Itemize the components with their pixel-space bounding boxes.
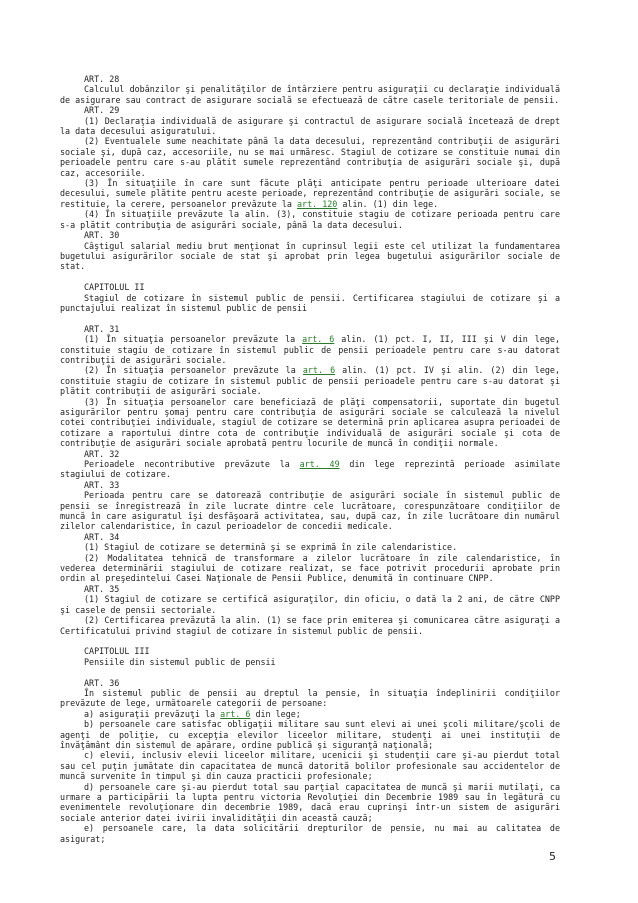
paragraph [60, 209, 560, 230]
paragraph-text: alin. (1) din lege. [337, 198, 439, 209]
paragraph [60, 105, 560, 115]
paragraph-text: (3) În situaţiile în care sunt făcute plăţi anticipate pentru perioade ulterioare datei decesului, sumele plătite pentru aceste perioade, reprezentând contribuţie de asigurări sociale, se restituie, la cerere, persoanelor prevăzute la [60, 178, 560, 209]
paragraph [60, 542, 560, 552]
paragraph-text: ART. 36 [84, 677, 120, 688]
paragraph-text: (3) În situaţia persoanelor care beneficiază de plăţi compensatorii, suportate din bugetul asigurărilor pentru şomaj pentru care contribuţia de asigurări sociale se calculează la nivelul cotei contribuţiei individuale, stagiul de cotizare se determină prin aplicarea asupra perioadei de cotizare a raportului dintre cota de contribuţie individuală de asigurări sociale şi cota de contribuţie de asigurări sociale aprobată pentru locurile de muncă în condiţii normale. [60, 396, 560, 449]
paragraph-text: e) persoanele care, la data solicitării drepturilor de pensie, nu mai au calitatea de asigurat; [60, 823, 560, 844]
paragraph [60, 74, 560, 84]
paragraph [60, 657, 560, 667]
paragraph [60, 823, 560, 844]
paragraph-text: În sistemul public de pensii au dreptul la pensie, în situaţia îndeplinirii condiţiilor prevăzute de lege, următoarele categorii de persoane: [60, 687, 560, 709]
paragraph-gap [60, 313, 560, 323]
paragraph [60, 490, 560, 532]
paragraph-text: d) persoanele care şi-au pierdut total sau parţial capacitatea de muncă şi marii mutilaţi, ca urmare a participării la lupta pentru victoria Revoluţiei din Decembrie 1989 sau în legătură cu evenimentele revoluţionare din decembrie 1989, dacă erau cuprinşi într-un sistem de asigurări sociale anterior datei ivirii invalidităţii din această cauză; [60, 781, 560, 823]
paragraph-text: Câştigul salarial mediu brut menţionat în cuprinsul legii este cel utilizat la fundamentarea bugetului asigurărilor sociale de stat şi aprobat prin legea bugetului asigurărilor sociale de stat. [60, 240, 560, 272]
paragraph [60, 532, 560, 542]
paragraph-text: Calculul dobânzilor şi penalităţilor de întârziere pentru asiguraţii cu declaraţie individuală de asigurare sau contract de asigurare socială se efectuează de către casele teritoriale de pensii. [60, 84, 560, 105]
paragraph-text: CAPITOLUL III [84, 646, 150, 657]
paragraph [60, 334, 560, 365]
page-number: 5 [549, 850, 556, 863]
paragraph-text: (2) Eventualele sume neachitate până la data decesului, reprezentând contribuţii de asigurări sociale şi, după caz, accesoriile, nu se mai urmăresc. Stagiul de cotizare se constituie numai din perioadele pentru care s-au plătit sumele reprezentând contribuţia de asigurări sociale şi, după caz, accesoriile. [60, 136, 560, 178]
paragraph-gap [60, 667, 560, 677]
paragraph-text: b) persoanele care satisfac obligaţii militare sau sunt elevi ai unei şcoli militare/şcoli de agenţi de poliţie, cu excepţia elevilor liceelor militare, studenţi ai unei instituţii de învăţământ din sistemul de apărare, ordine publică şi siguranţă naţională; [60, 719, 560, 750]
paragraph-text: Perioadele necontributive prevăzute la [84, 459, 300, 469]
paragraph [60, 480, 560, 490]
article-link[interactable]: art. 6 [302, 334, 335, 345]
paragraph [60, 241, 560, 272]
paragraph-text: alin. (1) pct. IV şi alin. (2) din lege, constituie stagiu de cotizare în sistemul public de pensii perioadele pentru care s-au datorat şi plătit contribuţii de asigurări sociale. [60, 365, 561, 397]
article-link[interactable]: art. 49 [299, 459, 340, 469]
paragraph-text: ART. 33 [84, 479, 120, 490]
paragraph [60, 709, 560, 719]
paragraph [60, 365, 560, 396]
paragraph [60, 750, 560, 781]
paragraph-text: Stagiul de cotizare în sistemul public de pensii. Certificarea stagiului de cotizare şi a punctajului realizat în sistemul public de pensii [60, 292, 560, 313]
paragraph [60, 136, 560, 178]
paragraph-text: (2) Modalitatea tehnică de transformare a zilelor lucrătoare în zile calendaristice, în vederea determinării stagiului de cotizare realizat, se face potrivit procedurii aprobate prin ordin al preşedintelui Casei Naţionale de Pensii Publice, denumită în continuare CNPP. [60, 552, 560, 584]
paragraph-text: (1) Declaraţia individuală de asigurare şi contractul de asigurare socială încetează de drept la data decesului asiguratului. [60, 115, 560, 137]
paragraph-text: ART. 30 [84, 230, 120, 241]
paragraph-text: (4) În situaţiile prevăzute la alin. (3), constituie stagiu de cotizare perioada pentru care s-a plătit contribuţia de asigurări sociale, până la data decesului. [60, 209, 560, 230]
paragraph-gap [60, 636, 560, 646]
paragraph-text: (1) Stagiul de cotizare se determină şi se exprimă în zile calendaristice. [84, 542, 458, 553]
paragraph [60, 782, 560, 824]
paragraph [60, 678, 560, 688]
paragraph-text: alin. (1) pct. I, II, III şi V din lege, constituie stagiu de cotizare în sistemul public de pensii perioadele pentru care s-au datorat contribuţii de asigurări sociale. [60, 334, 560, 365]
paragraph [60, 584, 560, 594]
paragraph-text: c) elevii, inclusiv elevii liceelor militare, ucenicii şi studenţii care şi-au pierdut total sau cel puţin jumătate din capacitatea de muncă datorită bolilor profesionale sau accidentelor de muncă survenite în timpul şi din cauza practicii profesionale; [60, 750, 560, 782]
article-link[interactable]: art. 120 [296, 198, 338, 209]
paragraph-gap [60, 272, 560, 282]
article-link[interactable]: art. 6 [220, 708, 251, 719]
paragraph-text: ART. 29 [84, 105, 120, 116]
paragraph [60, 293, 560, 314]
paragraph [60, 594, 560, 615]
paragraph [60, 230, 560, 240]
paragraph-text: (1) Stagiul de cotizare se certifică asiguraţilor, din oficiu, o dată la 2 ani, de către CNPP şi casele de pensii sectoriale. [60, 594, 560, 615]
paragraph-text: CAPITOLUL II [84, 282, 145, 293]
article-link[interactable]: art. 6 [302, 365, 336, 376]
paragraph [60, 719, 560, 750]
paragraph-text: ART. 35 [84, 583, 120, 594]
paragraph-text: ART. 28 [84, 74, 120, 84]
paragraph [60, 449, 560, 459]
paragraph-text: din lege reprezintă perioade asimilate stagiului de cotizare. [60, 459, 560, 480]
paragraph [60, 178, 560, 209]
paragraph [60, 646, 560, 656]
paragraph-text: (2) Certificarea prevăzută la alin. (1) se face prin emiterea şi comunicarea către asiguraţi a Certificatului privind stagiul de cotizare în sistemul public de pensii. [60, 615, 560, 636]
document-body [60, 74, 560, 844]
paragraph-text: (1) În situaţia persoanelor prevăzute la [84, 334, 303, 345]
paragraph [60, 615, 560, 636]
paragraph [60, 459, 560, 480]
paragraph [60, 84, 560, 105]
paragraph [60, 282, 560, 292]
paragraph-text: din lege; [250, 708, 301, 719]
paragraph-text: ART. 34 [84, 531, 120, 542]
paragraph-text: ART. 32 [84, 448, 120, 459]
paragraph-text: a) asiguraţii prevăzuţi la [84, 708, 221, 719]
paragraph [60, 324, 560, 334]
paragraph-text: Perioada pentru care se datorează contribuţie de asigurări sociale în sistemul public de pensii se înregistrează în zile lucrate dintre cele lucrătoare, corespunzătoare condiţiilor de muncă în care asiguratul îşi desfăşoară activitatea, sau, după caz, în zile lucrătoare din numărul zilelor calendaristice, în cazul perioadelor de concedii medicale. [60, 490, 560, 532]
paragraph-text: Pensiile din sistemul public de pensii [84, 656, 276, 667]
paragraph [60, 688, 560, 709]
paragraph [60, 116, 560, 137]
paragraph [60, 397, 560, 449]
paragraph-text: (2) În situaţia persoanelor prevăzute la [84, 365, 303, 376]
paragraph [60, 553, 560, 584]
paragraph-text: ART. 31 [84, 323, 120, 334]
